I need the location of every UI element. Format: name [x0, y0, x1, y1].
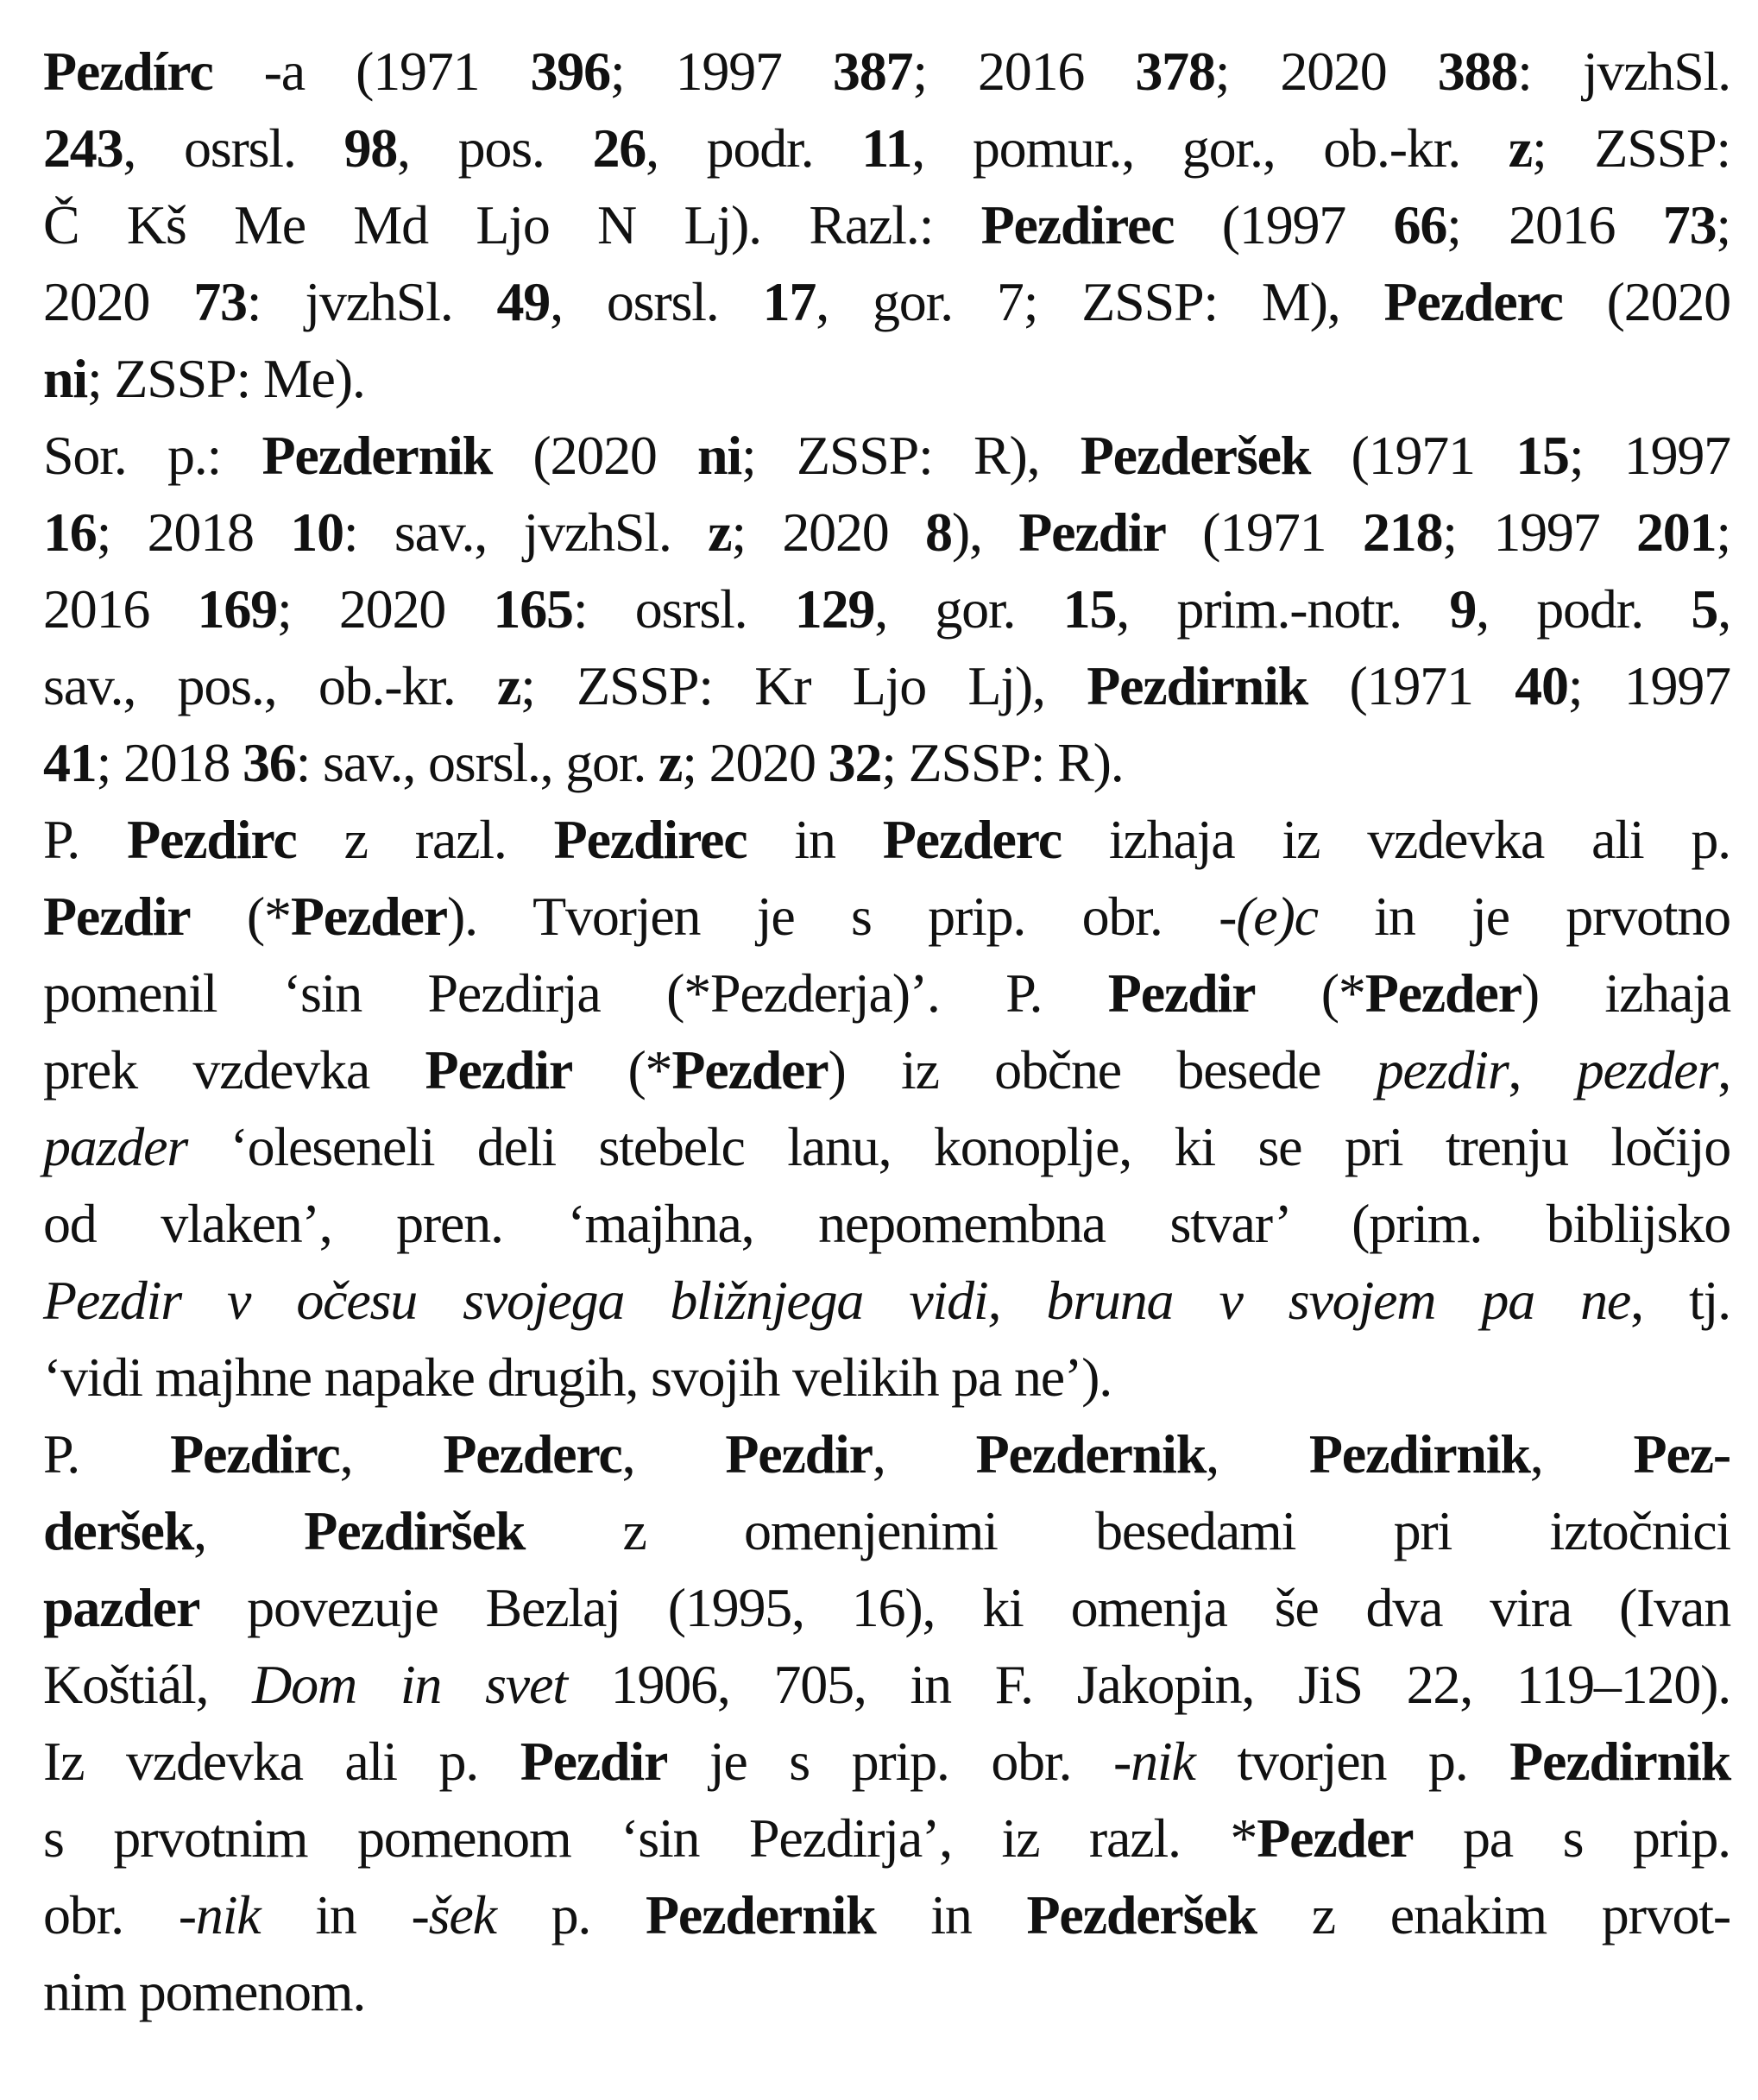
italic-term: (e)c: [1236, 886, 1318, 947]
text-line: [43, 33, 1730, 110]
text-line: [43, 724, 1730, 801]
text-segment: (*: [1255, 962, 1365, 1024]
italic-term: nik: [1131, 1731, 1195, 1792]
text-segment: , gor.: [874, 578, 1063, 640]
text-segment: ; 1997: [609, 41, 833, 102]
bold-term: 32: [828, 732, 882, 793]
text-segment: (2020: [1562, 271, 1730, 332]
bold-term: 387: [832, 41, 913, 102]
text-line: [43, 1569, 1730, 1646]
bold-term: Pezderc: [1383, 271, 1563, 332]
text-line: [43, 494, 1730, 571]
bold-term: 66: [1393, 194, 1447, 255]
text-segment: : sav., osrsl., gor.: [295, 732, 659, 793]
text-segment: ,: [1717, 578, 1731, 640]
text-line: [43, 1876, 1730, 1953]
bold-term: Pezderšek: [1080, 425, 1311, 486]
text-line: [43, 1416, 1730, 1492]
bold-term: Pezdírc: [43, 41, 213, 102]
text-segment: ; ZSSP: Me).: [86, 348, 365, 409]
text-segment: : sav., jvzhSl.: [343, 501, 709, 563]
text-segment: z enakim prvot-: [1256, 1884, 1730, 1945]
bold-term: Pezdernik: [261, 425, 492, 486]
text-segment: ,: [339, 1423, 444, 1485]
paragraph-etymology: [43, 801, 1730, 1416]
text-segment: je s prip. obr. -: [667, 1731, 1131, 1792]
bold-term: 169: [197, 578, 277, 640]
text-segment: in -: [260, 1884, 429, 1945]
bold-term: 129: [794, 578, 875, 640]
bold-term: 16: [43, 501, 97, 563]
text-segment: 2016: [43, 578, 198, 640]
bold-term: Pezder: [1364, 962, 1522, 1024]
bold-term: Pezdir: [725, 1423, 873, 1485]
text-segment: (1971: [1310, 425, 1516, 486]
text-line: [43, 1339, 1730, 1416]
bold-term: 201: [1635, 501, 1717, 563]
bold-term: Pezdir: [1107, 962, 1256, 1024]
bold-term: Pezdernik: [975, 1423, 1207, 1485]
text-segment: ) iz občne besede: [828, 1039, 1377, 1100]
bold-term: 49: [496, 271, 551, 332]
bold-term: Pezder: [1257, 1807, 1414, 1869]
bold-term: Pezder: [671, 1039, 829, 1100]
text-line: [43, 1031, 1730, 1108]
text-segment: ; 2020: [731, 501, 926, 563]
text-segment: ,: [193, 1500, 305, 1561]
bold-term: 11: [861, 117, 912, 179]
bold-term: Pezdir: [425, 1039, 573, 1100]
text-segment: s prvotnim pomenom ‘sin Pezdirja’, iz razl. *: [43, 1807, 1257, 1869]
text-segment: : jvzhSl.: [246, 271, 497, 332]
text-line: [43, 1262, 1730, 1339]
text-segment: (*: [190, 886, 291, 947]
text-segment: ; 2016: [912, 41, 1136, 102]
text-line: [43, 263, 1730, 340]
bold-term: Pezdirec: [553, 809, 747, 870]
bold-term: 98: [343, 117, 398, 179]
bold-term: ni: [43, 348, 87, 409]
bold-term: Pezderc: [882, 809, 1062, 870]
text-line: [43, 955, 1730, 1031]
text-segment: od vlaken’, pren. ‘majhna, nepomembna stvar’ (prim. biblijsko: [43, 1193, 1730, 1254]
bold-term: 73: [1662, 194, 1717, 255]
text-segment: ,: [872, 1423, 976, 1485]
text-segment: obr. -: [43, 1884, 196, 1945]
text-segment: ;: [1716, 501, 1730, 563]
text-segment: nim pomenom.: [43, 1961, 366, 2022]
bold-term: 10: [290, 501, 343, 563]
text-segment: Sor. p.:: [43, 425, 262, 486]
text-segment: ). Tvorjen je s prip. obr. -: [446, 886, 1237, 947]
text-segment: , pos.: [397, 117, 593, 179]
bold-term: Pezdiršek: [304, 1500, 526, 1561]
bold-term: Pezdernik: [646, 1884, 876, 1945]
text-segment: ; 2020: [682, 732, 829, 793]
bold-term: ni: [697, 425, 742, 486]
text-segment: , gor. 7; ZSSP: M),: [816, 271, 1384, 332]
dictionary-entry: [43, 33, 1730, 2030]
text-segment: Iz vzdevka ali p.: [43, 1731, 520, 1792]
bold-term: 15: [1062, 578, 1117, 640]
text-segment: ; 2020: [276, 578, 494, 640]
paragraph-frequency: [43, 33, 1730, 417]
text-segment: ; 2020: [1214, 41, 1438, 102]
text-segment: ,: [1529, 1423, 1634, 1485]
bold-term: z: [496, 655, 521, 716]
text-segment: ; 2018: [96, 732, 243, 793]
text-segment: ; ZSSP: R),: [741, 425, 1081, 486]
text-segment: 2020: [43, 271, 194, 332]
italic-term: Dom in svet: [252, 1654, 567, 1715]
text-segment: ‘vidi majhne napake drugih, svojih velikih pa ne’).: [43, 1346, 1112, 1408]
bold-term: 40: [1515, 655, 1568, 716]
bold-term: 41: [43, 732, 97, 793]
text-segment: ; 2016: [1446, 194, 1663, 255]
bold-term: Pezderšek: [1026, 1884, 1257, 1945]
bold-term: deršek: [43, 1500, 194, 1561]
text-segment: ),: [951, 501, 1019, 563]
text-line: [43, 571, 1730, 647]
text-segment: , prim.-notr.: [1116, 578, 1450, 640]
bold-term: 378: [1135, 41, 1215, 102]
text-line: [43, 417, 1730, 494]
text-segment: (1971: [1165, 501, 1363, 563]
text-line: [43, 1108, 1730, 1185]
italic-term: Pezdir v očesu svojega bližnjega vidi, bruna v svojem pa ne: [43, 1270, 1631, 1331]
text-segment: (1997: [1174, 194, 1394, 255]
text-segment: ; 1997: [1567, 655, 1730, 716]
bold-term: Pezdirec: [980, 194, 1175, 255]
bold-term: Pezderc: [443, 1423, 622, 1485]
bold-term: 388: [1437, 41, 1518, 102]
bold-term: 218: [1362, 501, 1443, 563]
paragraph-related-surnames: [43, 417, 1730, 801]
text-segment: povezuje Bezlaj (1995, 16), ki omenja še dva vira (Ivan: [199, 1577, 1730, 1638]
bold-term: 9: [1449, 578, 1477, 640]
bold-term: 15: [1515, 425, 1569, 486]
text-segment: ) izhaja: [1521, 962, 1731, 1024]
text-segment: , podr.: [1476, 578, 1692, 640]
bold-term: Pezdirnik: [1087, 655, 1308, 716]
bold-term: Pezdirc: [127, 809, 297, 870]
text-segment: ,: [1508, 1039, 1577, 1100]
bold-term: 396: [530, 41, 610, 102]
bold-term: 165: [493, 578, 573, 640]
text-segment: Č Kš Me Md Ljo N Lj). Razl.:: [43, 194, 981, 255]
text-segment: ; 1997: [1442, 501, 1636, 563]
text-segment: z omenjenimi besedami pri iztočnici: [525, 1500, 1730, 1561]
text-segment: tvorjen p.: [1194, 1731, 1510, 1792]
text-line: [43, 1492, 1730, 1569]
bold-term: 73: [193, 271, 247, 332]
paragraph-references: [43, 1416, 1730, 2030]
text-segment: prek vzdevka: [43, 1039, 425, 1100]
text-segment: ; ZSSP: R).: [881, 732, 1124, 793]
text-segment: (1971: [1307, 655, 1515, 716]
text-line: [43, 1800, 1730, 1876]
text-line: [43, 340, 1730, 417]
text-segment: : osrsl.: [572, 578, 795, 640]
text-line: [43, 1723, 1730, 1800]
text-segment: , osrsl.: [123, 117, 344, 179]
text-segment: , pomur., gor., ob.-kr.: [911, 117, 1509, 179]
text-segment: in: [875, 1884, 1027, 1945]
italic-term: šek: [428, 1884, 496, 1945]
text-segment: , tj.: [1630, 1270, 1730, 1331]
text-segment: (2020: [491, 425, 698, 486]
italic-term: pezder: [1576, 1039, 1718, 1100]
bold-term: Pezdirnik: [1308, 1423, 1530, 1485]
bold-term: Pezdirnik: [1509, 1731, 1730, 1792]
text-segment: ; 1997: [1568, 425, 1730, 486]
text-line: [43, 1646, 1730, 1723]
text-segment: P.: [43, 1423, 171, 1485]
bold-term: 36: [243, 732, 296, 793]
text-segment: : jvzhSl.: [1517, 41, 1730, 102]
text-line: [43, 801, 1730, 878]
bold-term: Pezdir: [1018, 501, 1166, 563]
text-line: [43, 647, 1730, 724]
bold-term: 8: [925, 501, 952, 563]
text-segment: pa s prip.: [1413, 1807, 1730, 1869]
text-segment: in: [747, 809, 883, 870]
text-segment: ,: [621, 1423, 726, 1485]
text-segment: z razl.: [296, 809, 554, 870]
text-segment: ; 2018: [96, 501, 291, 563]
bold-term: 243: [43, 117, 123, 179]
text-segment: sav., pos., ob.-kr.: [43, 655, 497, 716]
bold-term: Pezder: [290, 886, 447, 947]
bold-term: 26: [592, 117, 646, 179]
text-segment: p.: [495, 1884, 646, 1945]
text-segment: in je prvotno: [1317, 886, 1730, 947]
text-line: [43, 878, 1730, 955]
text-segment: ; ZSSP: Kr Ljo Lj),: [520, 655, 1087, 716]
text-line: [43, 1185, 1730, 1262]
bold-term: pazder: [43, 1577, 200, 1638]
bold-term: 17: [762, 271, 816, 332]
bold-term: z: [658, 732, 683, 793]
text-segment: (*: [572, 1039, 672, 1100]
text-segment: , podr.: [646, 117, 862, 179]
text-segment: -a (1971: [212, 41, 531, 102]
bold-term: Pezdir: [520, 1731, 668, 1792]
bold-term: Pezdir: [43, 886, 191, 947]
text-segment: ;: [1716, 194, 1730, 255]
text-segment: ; ZSSP:: [1531, 117, 1730, 179]
bold-term: Pez-: [1633, 1423, 1730, 1485]
bold-term: 5: [1691, 578, 1718, 640]
text-line: [43, 1953, 1730, 2030]
text-line: [43, 110, 1730, 186]
bold-term: Pezdirc: [170, 1423, 340, 1485]
italic-term: pazder: [43, 1116, 188, 1177]
text-segment: ‘oleseneli deli stebelc lanu, konoplje, ki se pri trenju ločijo: [187, 1116, 1730, 1177]
text-segment: P.: [43, 809, 128, 870]
text-segment: , osrsl.: [550, 271, 763, 332]
bold-term: z: [1508, 117, 1532, 179]
text-segment: Koštiál,: [43, 1654, 253, 1715]
text-segment: ,: [1717, 1039, 1730, 1100]
bold-term: z: [708, 501, 732, 563]
text-segment: izhaja iz vzdevka ali p.: [1061, 809, 1730, 870]
italic-term: nik: [195, 1884, 261, 1945]
text-segment: 1906, 705, in F. Jakopin, JiS 22, 119–120).: [566, 1654, 1730, 1715]
text-segment: pomenil ‘sin Pezdirja (*Pezderja)’. P.: [43, 962, 1108, 1024]
text-segment: ,: [1206, 1423, 1309, 1485]
text-line: [43, 186, 1730, 263]
italic-term: pezdir: [1376, 1039, 1509, 1100]
